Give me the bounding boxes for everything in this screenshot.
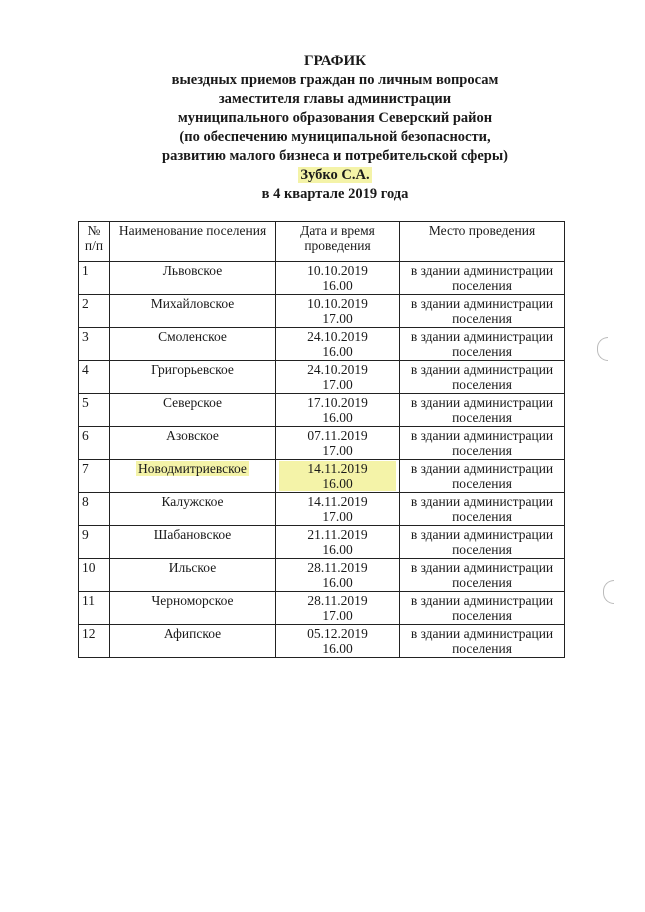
table-row <box>79 625 565 658</box>
settlement-name <box>110 295 276 328</box>
settlement-name <box>110 526 276 559</box>
settlement-name-text: Львовское <box>162 263 223 278</box>
venue-line: поселения <box>452 278 512 293</box>
visit-date: 24.10.2019 <box>307 362 368 377</box>
venue-cell <box>400 592 565 625</box>
visit-time: 16.00 <box>322 410 353 425</box>
visit-date: 17.10.2019 <box>307 395 368 410</box>
settlement-name-text: Шабановское <box>153 527 232 542</box>
settlement-name <box>110 559 276 592</box>
table-row <box>79 460 565 493</box>
venue-line: поселения <box>452 476 512 491</box>
settlement-name-text: Калужское <box>161 494 224 509</box>
visit-time: 17.00 <box>322 509 353 524</box>
venue-line: в здании администрации <box>410 296 554 311</box>
date-time-cell <box>276 460 400 493</box>
settlement-name <box>110 460 276 493</box>
column-header-number: № п/п <box>79 222 110 262</box>
visit-date: 05.12.2019 <box>307 626 368 641</box>
document-header <box>100 52 570 204</box>
header-line: муниципального образования Северский район <box>177 110 493 126</box>
row-number: 8 <box>79 493 110 526</box>
visit-date: 14.11.2019 <box>307 494 368 509</box>
venue-cell <box>400 559 565 592</box>
venue-line: поселения <box>452 443 512 458</box>
visit-date: 07.11.2019 <box>307 428 368 443</box>
visit-time: 16.00 <box>279 476 396 491</box>
visit-time: 16.00 <box>322 278 353 293</box>
settlement-name <box>110 361 276 394</box>
venue-line: в здании администрации <box>410 362 554 377</box>
venue-line: в здании администрации <box>410 329 554 344</box>
visit-time: 17.00 <box>322 608 353 623</box>
settlement-name-text: Ильское <box>168 560 217 575</box>
venue-cell <box>400 361 565 394</box>
row-number: 12 <box>79 625 110 658</box>
venue-line: в здании администрации <box>410 428 554 443</box>
venue-line: поселения <box>452 311 512 326</box>
header-line: развитию малого бизнеса и потребительской сферы) <box>162 148 508 164</box>
settlement-name <box>110 493 276 526</box>
visit-time: 17.00 <box>322 311 353 326</box>
venue-line: поселения <box>452 344 512 359</box>
venue-line: поселения <box>452 542 512 557</box>
venue-line: в здании администрации <box>410 494 554 509</box>
settlement-name <box>110 394 276 427</box>
schedule-table <box>78 221 565 658</box>
table-row <box>79 526 565 559</box>
row-number: 10 <box>79 559 110 592</box>
date-time-cell <box>276 394 400 427</box>
visit-time: 17.00 <box>322 443 353 458</box>
punch-hole-mark <box>603 580 614 604</box>
visit-time: 16.00 <box>322 575 353 590</box>
venue-cell <box>400 427 565 460</box>
settlement-name-text: Смоленское <box>158 329 227 344</box>
table-row <box>79 592 565 625</box>
table-row <box>79 328 565 361</box>
settlement-name-text: Григорьевское <box>151 362 234 377</box>
row-number: 1 <box>79 262 110 295</box>
header-line: (по обеспечению муниципальной безопасности, <box>179 129 491 145</box>
table-row <box>79 427 565 460</box>
visit-date: 10.10.2019 <box>307 263 368 278</box>
venue-line: в здании администрации <box>410 527 554 542</box>
date-time-cell <box>276 526 400 559</box>
visit-time: 16.00 <box>322 641 353 656</box>
venue-cell <box>400 460 565 493</box>
visit-time: 16.00 <box>322 542 353 557</box>
settlement-name-text: Афипское <box>163 626 222 641</box>
date-time-cell <box>276 559 400 592</box>
row-number: 5 <box>79 394 110 427</box>
venue-line: поселения <box>452 377 512 392</box>
date-time-cell <box>276 328 400 361</box>
visit-date: 14.11.2019 <box>279 461 396 476</box>
row-number: 7 <box>79 460 110 493</box>
responsible-person: Зубко С.А. <box>300 167 370 183</box>
settlement-name <box>110 262 276 295</box>
column-header-datetime: Дата и время проведения <box>276 222 400 262</box>
settlement-name-text: Черноморское <box>151 593 234 608</box>
date-time-cell <box>276 625 400 658</box>
row-number: 9 <box>79 526 110 559</box>
settlement-name <box>110 592 276 625</box>
venue-line: поселения <box>452 575 512 590</box>
header-line: выездных приемов граждан по личным вопросам <box>171 72 499 88</box>
date-time-cell <box>276 295 400 328</box>
date-time-cell <box>276 493 400 526</box>
venue-line: поселения <box>452 608 512 623</box>
visit-date: 21.11.2019 <box>307 527 368 542</box>
row-number: 11 <box>79 592 110 625</box>
visit-time: 17.00 <box>322 377 353 392</box>
date-time-cell <box>276 427 400 460</box>
venue-cell <box>400 295 565 328</box>
row-number: 4 <box>79 361 110 394</box>
visit-date: 24.10.2019 <box>307 329 368 344</box>
venue-cell <box>400 493 565 526</box>
visit-date: 10.10.2019 <box>307 296 368 311</box>
schedule-table-body <box>79 262 565 658</box>
date-time-cell <box>276 361 400 394</box>
table-row <box>79 295 565 328</box>
table-row <box>79 559 565 592</box>
venue-line: в здании администрации <box>410 263 554 278</box>
table-header-row <box>79 222 565 262</box>
table-row <box>79 493 565 526</box>
settlement-name <box>110 427 276 460</box>
venue-cell <box>400 262 565 295</box>
table-row <box>79 361 565 394</box>
header-line: заместителя главы администрации <box>218 91 452 107</box>
settlement-name <box>110 328 276 361</box>
date-time-cell <box>276 592 400 625</box>
period-line: в 4 квартале 2019 года <box>261 186 409 202</box>
document-title: ГРАФИК <box>303 53 367 69</box>
visit-time: 16.00 <box>322 344 353 359</box>
visit-date: 28.11.2019 <box>307 560 368 575</box>
settlement-name-text: Михайловское <box>150 296 235 311</box>
venue-cell <box>400 526 565 559</box>
settlement-name-text: Азовское <box>166 428 219 443</box>
venue-line: поселения <box>452 641 512 656</box>
venue-line: в здании администрации <box>410 395 554 410</box>
settlement-name <box>110 625 276 658</box>
venue-cell <box>400 394 565 427</box>
row-number: 3 <box>79 328 110 361</box>
punch-hole-mark <box>597 337 608 361</box>
table-row <box>79 262 565 295</box>
settlement-name-text: Северское <box>163 395 222 410</box>
column-header-settlement: Наименование поселения <box>110 222 276 262</box>
venue-cell <box>400 625 565 658</box>
venue-line: в здании администрации <box>410 560 554 575</box>
venue-line: поселения <box>452 509 512 524</box>
row-number: 2 <box>79 295 110 328</box>
row-number: 6 <box>79 427 110 460</box>
venue-line: в здании администрации <box>410 593 554 608</box>
venue-line: в здании администрации <box>410 626 554 641</box>
venue-cell <box>400 328 565 361</box>
visit-date: 28.11.2019 <box>307 593 368 608</box>
date-time-cell <box>276 262 400 295</box>
column-header-place: Место проведения <box>400 222 565 262</box>
settlement-name-text: Новодмитриевское <box>138 461 247 476</box>
venue-line: в здании администрации <box>410 461 554 476</box>
venue-line: поселения <box>452 410 512 425</box>
table-row <box>79 394 565 427</box>
